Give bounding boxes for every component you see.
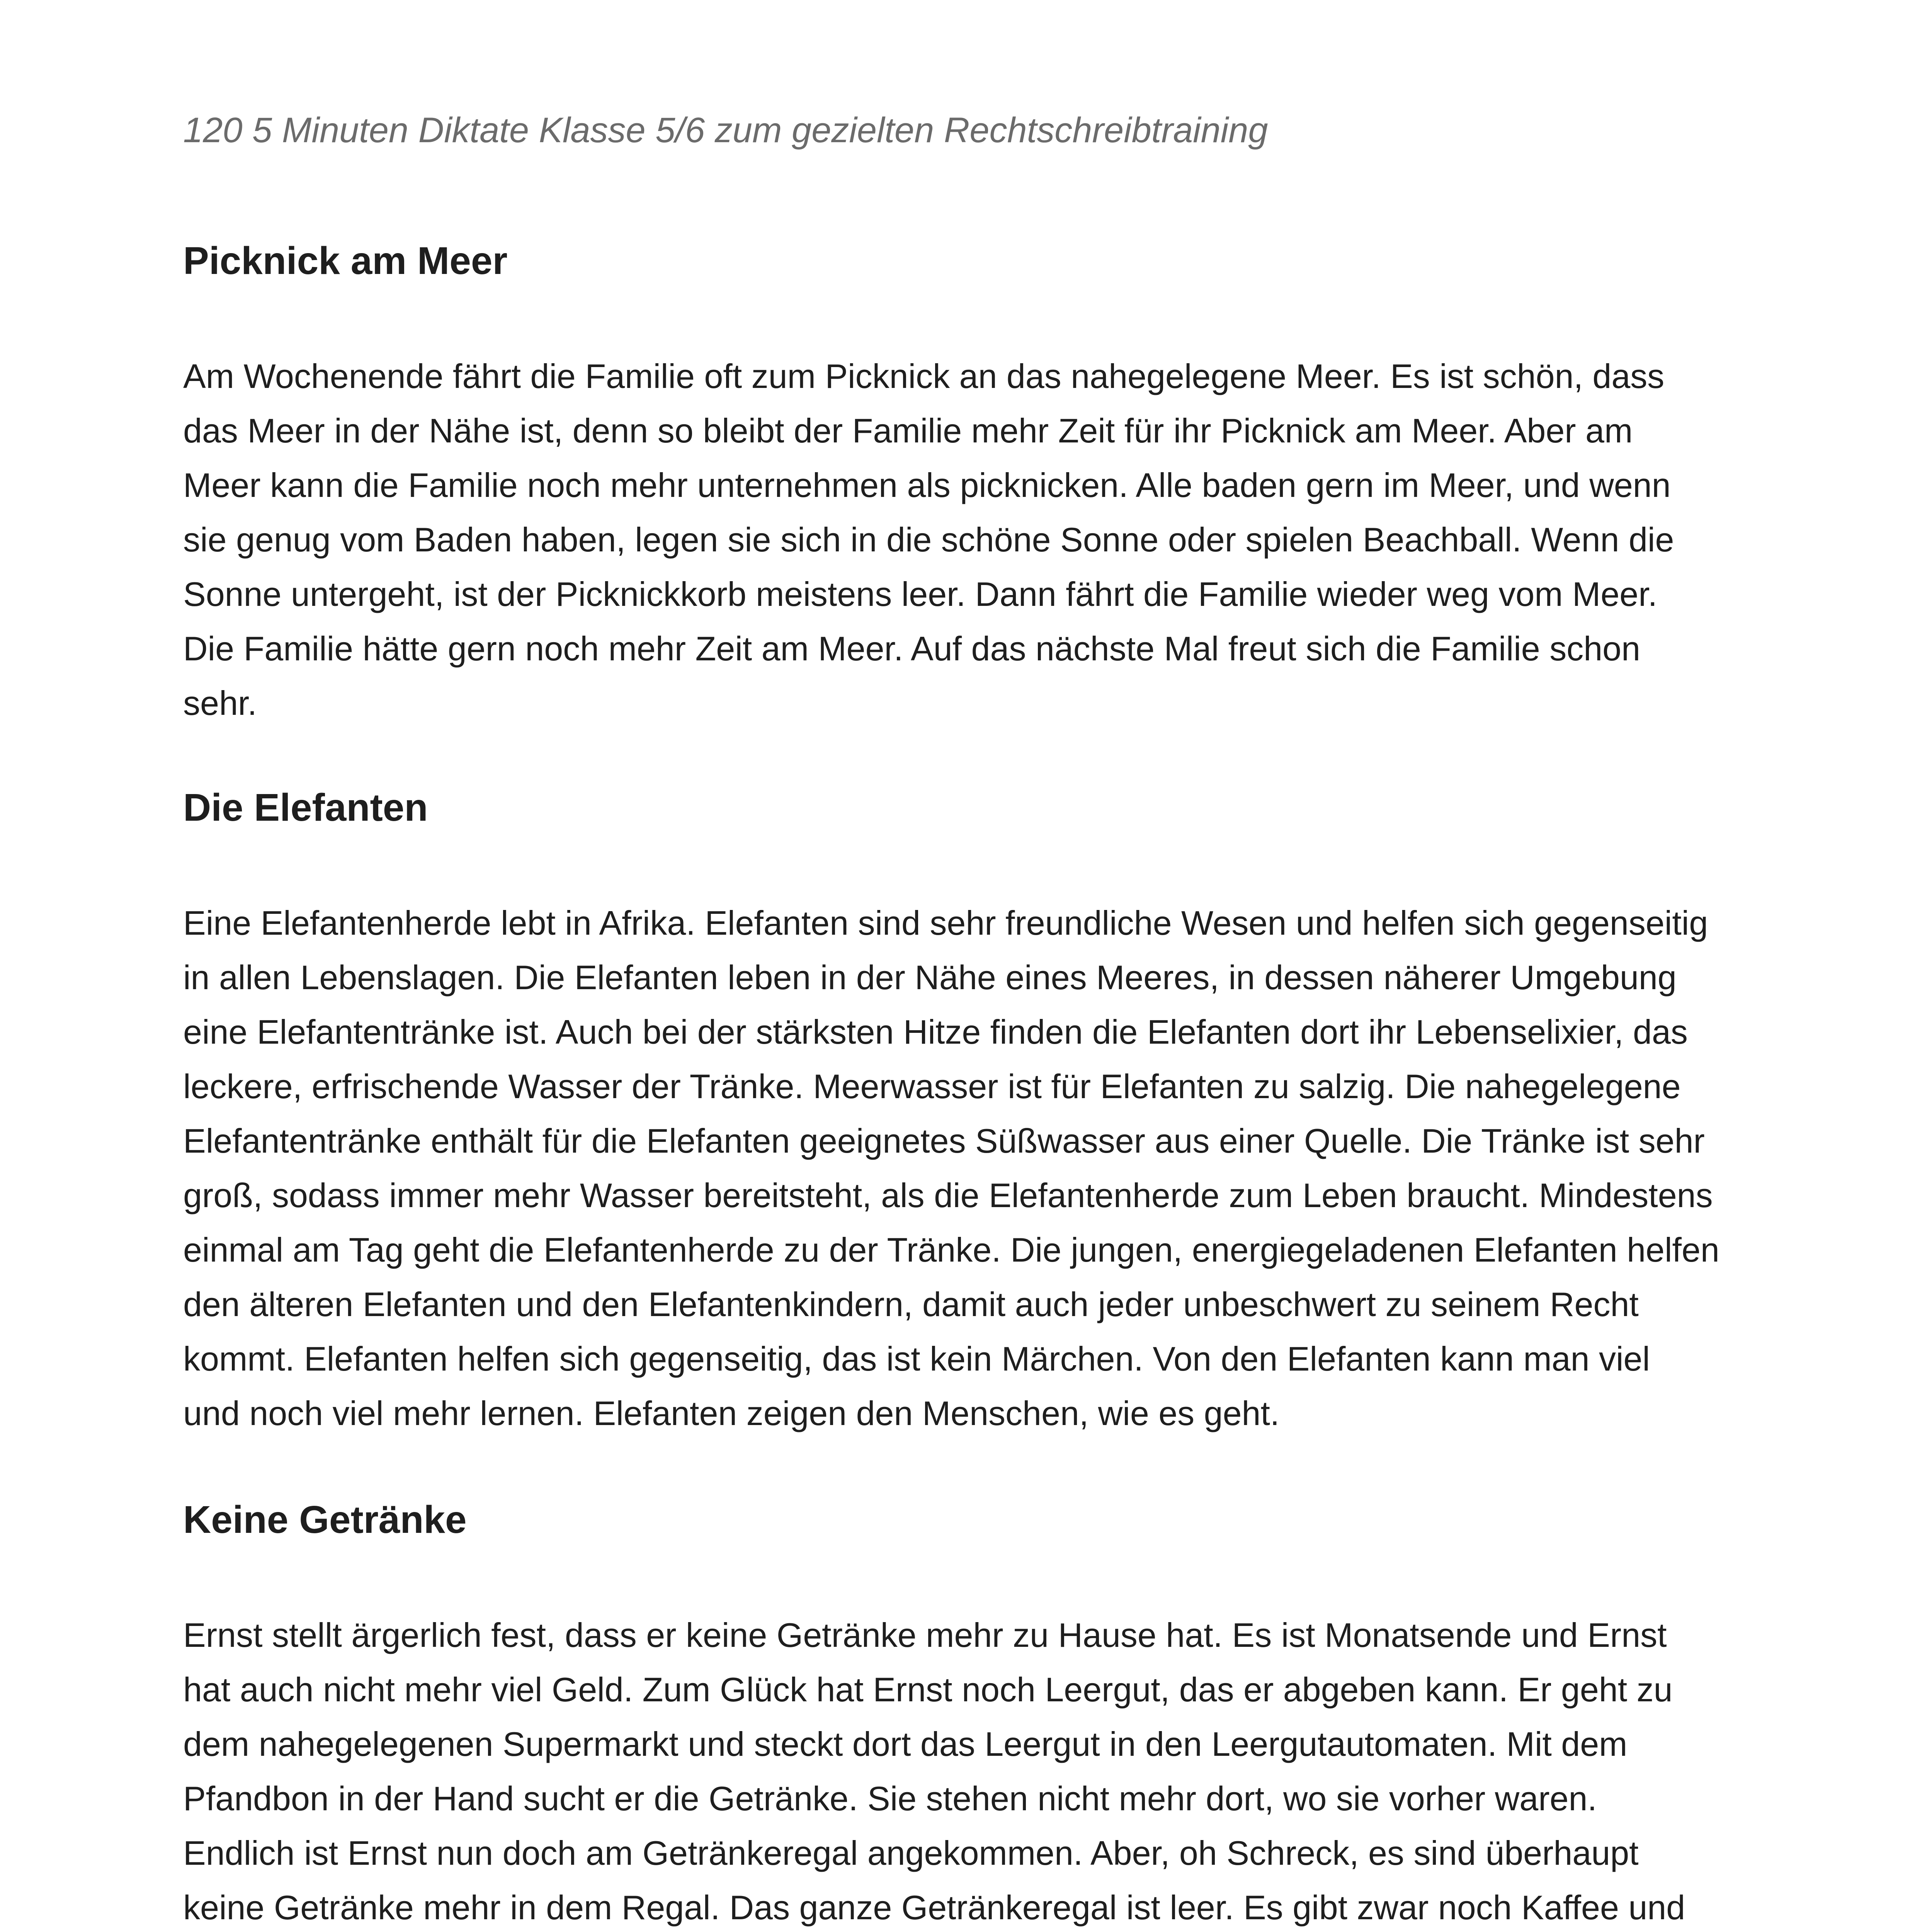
- text-line: sehr.: [183, 684, 257, 722]
- section-body: [183, 349, 1798, 730]
- section-title: Keine Getränke: [183, 1498, 467, 1541]
- section-body: [183, 1608, 1798, 1932]
- text-line: keine Getränke mehr in dem Regal. Das ganze Getränkeregal ist leer. Es gibt zwar noch Kaffee und: [183, 1888, 1685, 1927]
- text-line: Die Familie hätte gern noch mehr Zeit am Meer. Auf das nächste Mal freut sich die Familie schon: [183, 629, 1641, 668]
- text-line: Eine Elefantenherde lebt in Afrika. Elefanten sind sehr freundliche Wesen und helfen sich gegenseitig: [183, 904, 1708, 942]
- section-keine-getraenke: [183, 1500, 1798, 1932]
- text-line: in allen Lebenslagen. Die Elefanten leben in der Nähe eines Meeres, in dessen näherer Umgebung: [183, 958, 1677, 997]
- text-line: kommt. Elefanten helfen sich gegenseitig, das ist kein Märchen. Von den Elefanten kann man viel: [183, 1340, 1650, 1378]
- text-line: hat auch nicht mehr viel Geld. Zum Glück hat Ernst noch Leergut, das er abgeben kann. Er geht zu: [183, 1670, 1673, 1709]
- text-line: Endlich ist Ernst nun doch am Getränkeregal angekommen. Aber, oh Schreck, es sind überhaupt: [183, 1834, 1639, 1872]
- text-line: eine Elefantentränke ist. Auch bei der stärksten Hitze finden die Elefanten dort ihr Lebenselixier, das: [183, 1013, 1688, 1051]
- text-line: sie genug vom Baden haben, legen sie sich in die schöne Sonne oder spielen Beachball. Wenn die: [183, 520, 1674, 559]
- text-line: leckere, erfrischende Wasser der Tränke. Meerwasser ist für Elefanten zu salzig. Die nahegelegene: [183, 1067, 1681, 1105]
- text-line: und noch viel mehr lernen. Elefanten zeigen den Menschen, wie es geht.: [183, 1394, 1280, 1432]
- section-title: Die Elefanten: [183, 786, 428, 829]
- text-line: Meer kann die Familie noch mehr unternehmen als picknicken. Alle baden gern im Meer, und wenn: [183, 466, 1671, 504]
- text-line: Elefantentränke enthält für die Elefanten geeignetes Süßwasser aus einer Quelle. Die Tränke ist sehr: [183, 1122, 1705, 1160]
- text-line: einmal am Tag geht die Elefantenherde zu der Tränke. Die jungen, energiegeladenen Elefanten helfen: [183, 1231, 1719, 1269]
- running-header: 120 5 Minuten Diktate Klasse 5/6 zum gezielten Rechtschreibtraining: [183, 111, 1268, 150]
- text-line: dem nahegelegenen Supermarkt und steckt dort das Leergut in den Leergutautomaten. Mit dem: [183, 1725, 1628, 1763]
- text-line: groß, sodass immer mehr Wasser bereitsteht, als die Elefantenherde zum Leben braucht. Mindestens: [183, 1176, 1713, 1214]
- text-line: Pfandbon in der Hand sucht er die Getränke. Sie stehen nicht mehr dort, wo sie vorher waren.: [183, 1779, 1597, 1818]
- text-line: Am Wochenende fährt die Familie oft zum Picknick an das nahegelegene Meer. Es ist schön, dass: [183, 357, 1665, 395]
- text-line: das Meer in der Nähe ist, denn so bleibt der Familie mehr Zeit für ihr Picknick am Meer. Aber am: [183, 412, 1633, 450]
- text-line: Sonne untergeht, ist der Picknickkorb meistens leer. Dann fährt die Familie wieder weg vom Meer.: [183, 575, 1658, 613]
- section-die-elefanten: [183, 788, 1798, 1440]
- section-body: [183, 896, 1798, 1440]
- section-picknick-am-meer: [183, 239, 1798, 730]
- text-line: den älteren Elefanten und den Elefantenkindern, damit auch jeder unbeschwert zu seinem Recht: [183, 1285, 1639, 1323]
- text-line: Ernst stellt ärgerlich fest, dass er keine Getränke mehr zu Hause hat. Es ist Monatsende und Ernst: [183, 1616, 1667, 1654]
- section-title: Picknick am Meer: [183, 239, 508, 282]
